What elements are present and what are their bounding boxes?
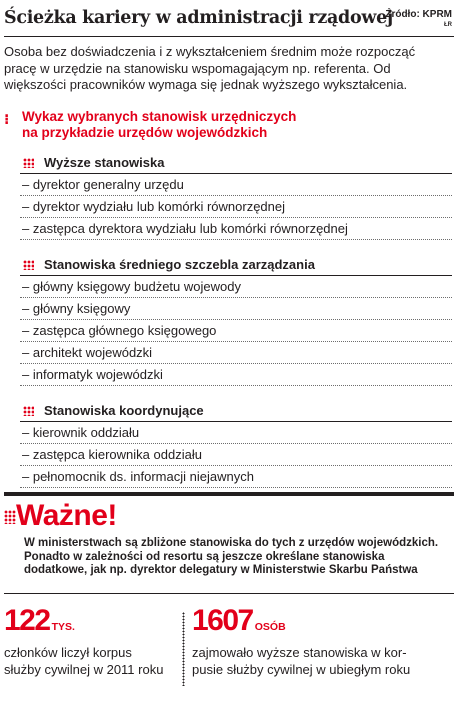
list-item: – informatyk wojewódzki (20, 364, 452, 386)
source-text: Źródło: KPRM (385, 9, 452, 20)
list-item: – zastępca dyrektora wydziału lub komórki równorzędnej (20, 218, 452, 240)
stat-divider (182, 612, 185, 686)
source-label (385, 9, 452, 31)
list-heading (4, 109, 444, 141)
page-title: Ścieżka kariery w administracji rządowej (4, 8, 393, 28)
important-heading: Ważne! (4, 497, 117, 535)
stat-unit: OSÓB (254, 621, 286, 633)
source-sub: ŁR (444, 22, 452, 28)
section-coordinating (20, 400, 452, 488)
stat-description: zajmowało wyższe stanowiska w kor- pusie służby cywilnej w ubiegłym roku (192, 645, 411, 677)
important-text: W ministerstwach są zbliżone stanowiska do tych z urzędów wojewódzkich. Ponadto w zależności od resortu są jeszcze określane stanowiska dodatkowe, jak np. dyrektor delegatury w Ministerstwie Skarbu Państwa (24, 537, 439, 576)
list-item: – główny księgowy budżetu wojewody (20, 276, 452, 298)
note-rule (4, 593, 454, 594)
list-item: – kierownik oddziału (20, 422, 452, 444)
list-item: – dyrektor wydziału lub komórki równorzędnej (20, 196, 452, 218)
dot-grid-icon (23, 406, 34, 416)
list-item: – zastępca głównego księgowego (20, 320, 452, 342)
list-item: – pełnomocnik ds. informacji niejawnych (20, 466, 452, 488)
stat-description: członków liczył korpus służby cywilnej w 2011 roku (4, 645, 164, 677)
list-heading-line1: Wykaz wybranych stanowisk urzędniczych (22, 109, 297, 124)
stat-higher-positions (192, 605, 454, 678)
stat-number: 1607 (192, 604, 253, 637)
list-item: – zastępca kierownika oddziału (20, 444, 452, 466)
dot-grid-icon (23, 260, 34, 270)
dot-grid-icon (23, 158, 34, 168)
section-middle-management (20, 254, 452, 386)
list-item: – główny księgowy (20, 298, 452, 320)
title-rule (4, 36, 454, 37)
list-item: – architekt wojewódzki (20, 342, 452, 364)
list-item: – dyrektor generalny urzędu (20, 174, 452, 196)
stat-unit: TYS. (51, 621, 75, 633)
section-title: Stanowiska koordynujące (20, 400, 452, 422)
list-heading-line2: na przykładzie urzędów wojewódzkich (22, 125, 268, 140)
section-title: Wyższe stanowiska (20, 152, 452, 174)
stat-corps-members (4, 605, 176, 678)
stat-number: 122 (4, 604, 50, 637)
red-dots-icon: ⁝ (4, 111, 10, 127)
intro-paragraph: Osoba bez doświadczenia i z wykształceniem średnim może rozpocząć pracę w urzędzie na stanowisku wspomagającym np. referenta. Od większości pracowników wymaga się jednak wyższego wykształcenia. (4, 44, 416, 92)
red-dots-icon (4, 510, 16, 524)
section-higher-positions (20, 152, 452, 240)
section-title: Stanowiska średniego szczebla zarządzania (20, 254, 452, 276)
important-top-bar (4, 492, 454, 496)
